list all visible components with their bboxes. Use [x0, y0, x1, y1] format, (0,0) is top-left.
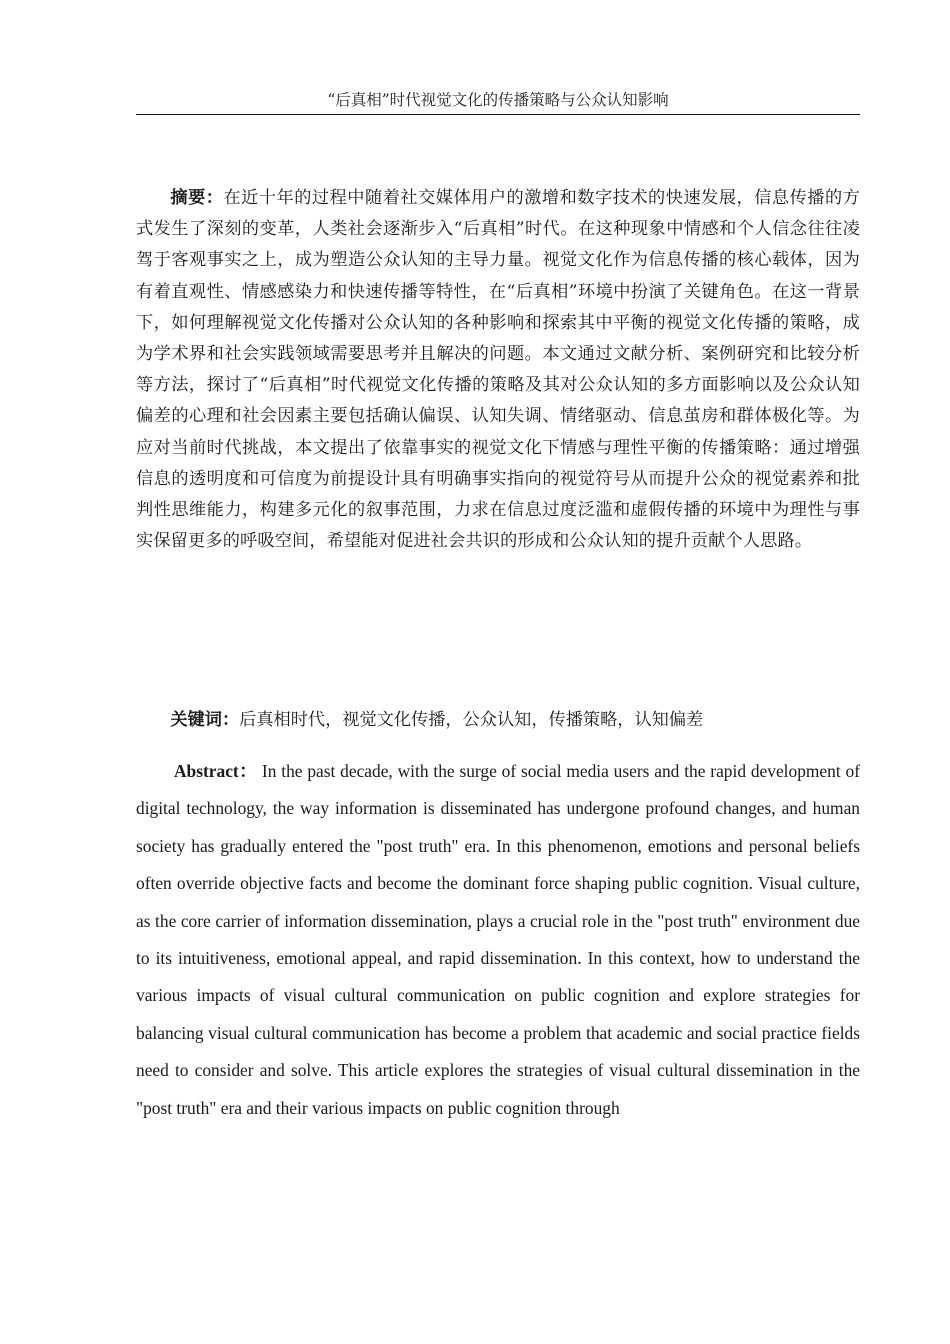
keywords-zh-text: 后真相时代，视觉文化传播，公众认知，传播策略，认知偏差	[239, 710, 704, 730]
abstract-zh-label: 摘要：	[170, 188, 224, 208]
abstract-en-label: Abstract：	[174, 761, 258, 781]
abstract-en-paragraph	[136, 753, 860, 1127]
keywords-zh-paragraph	[136, 705, 860, 736]
header-rule	[136, 114, 860, 115]
abstract-zh-paragraph	[136, 183, 860, 557]
abstract-zh-text: 在近十年的过程中随着社交媒体用户的激增和数字技术的快速发展，信息传播的方式发生了深刻的变革，人类社会逐渐步入“后真相”时代。在这种现象中情感和个人信念往往凌驾于客观事实之上，成为塑造公众认知的主导力量。视觉文化作为信息传播的核心载体，因为有着直观性、情感感染力和快速传播等特性，在“后真相”环境中扮演了关键角色。在这一背景下，如何理解视觉文化传播对公众认知的各种影响和探索其中平衡的视觉文化传播的策略，成为学术界和社会实践领域需要思考并且解决的问题。本文通过文献分析、案例研究和比较分析等方法，探讨了“后真相”时代视觉文化传播的策略及其对公众认知的多方面影响以及公众认知偏差的心理和社会因素主要包括确认偏误、认知失调、情绪驱动、信息茧房和群体极化等。为应对当前时代挑战，本文提出了依靠事实的视觉文化下情感与理性平衡的传播策略：通过增强信息的透明度和可信度为前提设计具有明确事实指向的视觉符号从而提升公众的视觉素养和批判性思维能力，构建多元化的叙事范围，力求在信息过度泛滥和虚假传播的环境中为理性与事实保留更多的呼吸空间，希望能对促进社会共识的形成和公众认知的提升贡献个人思路。	[136, 188, 860, 552]
running-header: “后真相”时代视觉文化的传播策略与公众认知影响	[327, 91, 669, 109]
keywords-zh-label: 关键词：	[170, 710, 240, 730]
abstract-en-text: In the past decade, with the surge of social media users and the rapid development of digital technology, the way information is disseminated has undergone profound changes, and human society has gradually entered the "post truth" era. In this phenomenon, emotions and personal beliefs often override objective facts and become the dominant force shaping public cognition. Visual culture, as the core carrier of information dissemination, plays a crucial role in the "post truth" environment due to its intuitiveness, emotional appeal, and rapid dissemination. In this context, how to understand the various impacts of visual cultural communication on public cognition and explore strategies for balancing visual cultural communication has become a problem that academic and social practice fields need to consider and solve. This article explores the strategies of visual cultural dissemination in the "post truth" era and their various impacts on public cognition through	[136, 761, 860, 1118]
